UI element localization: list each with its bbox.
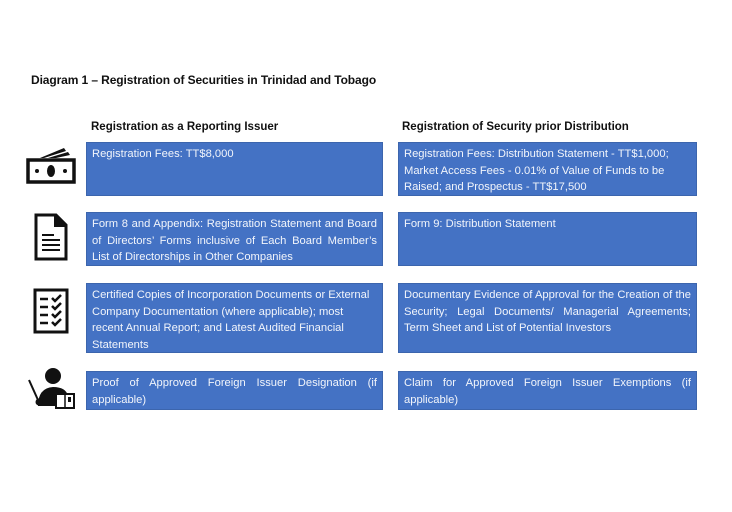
money-icon bbox=[26, 146, 76, 184]
security-distribution-foreign-box: Claim for Approved Foreign Issuer Exemptions (if applicable) bbox=[398, 371, 697, 410]
reporting-issuer-fees-box: Registration Fees: TT$8,000 bbox=[86, 142, 383, 196]
presenter-icon bbox=[26, 366, 76, 410]
security-distribution-fees-box: Registration Fees: Distribution Statement - TT$1,000; Market Access Fees - 0.01% of Value of Funds to be Raised; and Prospectus - TT$17,500 bbox=[398, 142, 697, 196]
reporting-issuer-foreign-box: Proof of Approved Foreign Issuer Designation (if applicable) bbox=[86, 371, 383, 410]
security-distribution-forms-box: Form 9: Distribution Statement bbox=[398, 212, 697, 266]
reporting-issuer-forms-box: Form 8 and Appendix: Registration Statement and Board of Directors’ Forms inclusive of Each Board Member’s List of Directorships in Other Companies bbox=[86, 212, 383, 266]
checklist-icon bbox=[33, 288, 69, 334]
reporting-issuer-documents-box: Certified Copies of Incorporation Documents or External Company Documentation (where applicable); most recent Annual Report; and Latest Audited Financial Statements bbox=[86, 283, 383, 353]
security-distribution-documents-box: Documentary Evidence of Approval for the Creation of the Security; Legal Documents/ Managerial Agreements; Term Sheet and List of Potential Investors bbox=[398, 283, 697, 353]
document-icon bbox=[34, 213, 68, 261]
column-heading-reporting-issuer: Registration as a Reporting Issuer bbox=[91, 121, 279, 133]
column-heading-security-distribution: Registration of Security prior Distribution bbox=[402, 121, 629, 133]
diagram-title: Diagram 1 – Registration of Securities in Trinidad and Tobago bbox=[31, 73, 377, 87]
